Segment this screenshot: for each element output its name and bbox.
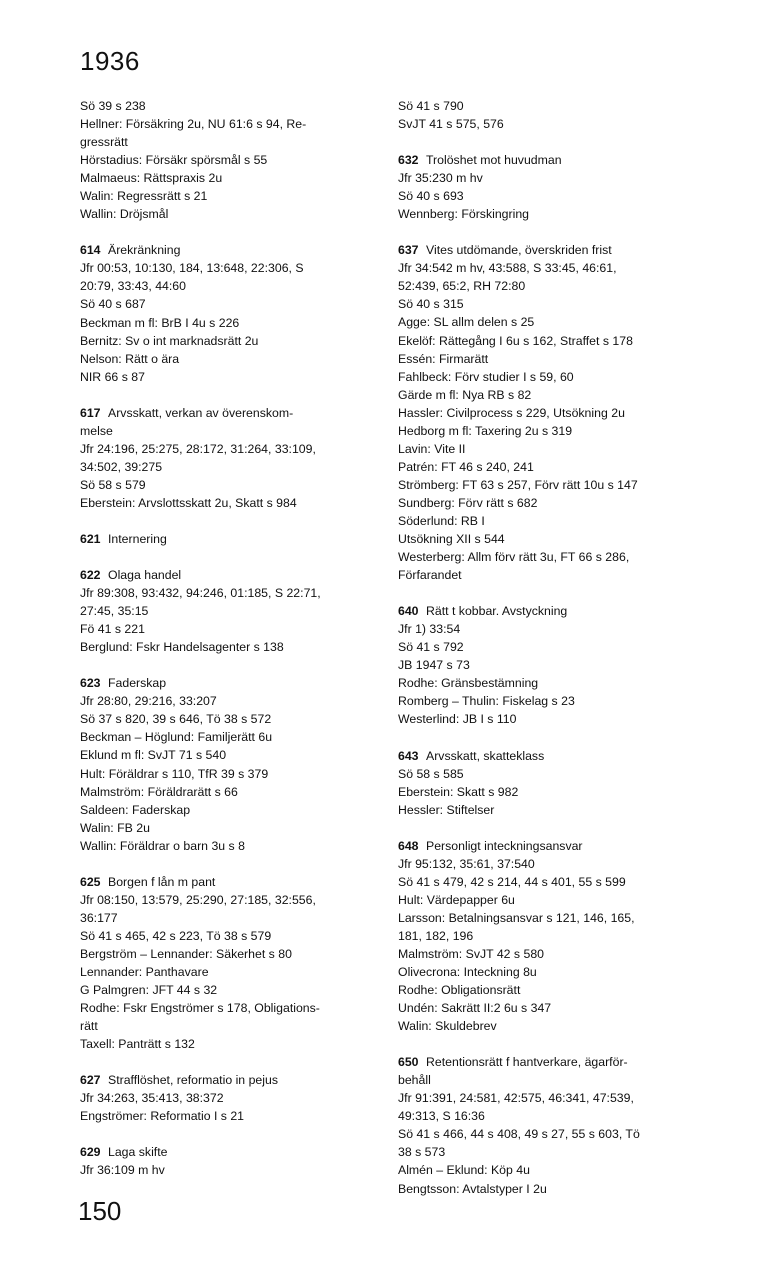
reference-line: Wallin: Dröjsmål xyxy=(80,207,169,222)
reference-line: Berglund: Fskr Handelsagenter s 138 xyxy=(80,640,284,655)
reference-line: 38 s 573 xyxy=(398,1145,446,1160)
entry-heading xyxy=(80,1071,370,1089)
reference-line: Bengtsson: Avtalstyper I 2u xyxy=(398,1181,547,1196)
entry-title: Internering xyxy=(108,531,167,546)
entry-title: Rätt t kobbar. Avstyckning xyxy=(426,604,568,619)
reference-line: 52:439, 65:2, RH 72:80 xyxy=(398,279,526,294)
reference-line: Walin: FB 2u xyxy=(80,820,150,835)
page-year-heading: 1936 xyxy=(80,46,140,76)
reference-line: Taxell: Panträtt s 132 xyxy=(80,1037,195,1052)
entry-title: Trolöshet mot huvudman xyxy=(426,153,562,168)
page-number: 150 xyxy=(78,1196,122,1226)
reference-line: Nelson: Rätt o ära xyxy=(80,351,180,366)
entry-continued xyxy=(80,97,370,223)
entry-number: 617 xyxy=(80,405,101,420)
reference-line: Jfr 00:53, 10:130, 184, 13:648, 22:306, S xyxy=(80,261,304,276)
entry-number: 627 xyxy=(80,1073,101,1088)
entry-number: 637 xyxy=(398,243,419,258)
entry-number: 650 xyxy=(398,1055,419,1070)
reference-line: Rodhe: Fskr Engströmer s 178, Obligations- xyxy=(80,1001,320,1016)
reference-line: Hessler: Stiftelser xyxy=(398,802,495,817)
reference-line: Sö 41 s 466, 44 s 408, 49 s 27, 55 s 603, Tö xyxy=(398,1127,640,1142)
right-column xyxy=(398,97,698,1198)
entry-heading xyxy=(80,404,370,422)
reference-line: Jfr 95:132, 35:61, 37:540 xyxy=(398,856,535,871)
reference-line: Wennberg: Förskingring xyxy=(398,207,530,222)
entry-heading xyxy=(398,837,698,855)
reference-line: Malmaeus: Rättspraxis 2u xyxy=(80,171,223,186)
reference-line: Förfarandet xyxy=(398,568,462,583)
reference-line: Undén: Sakrätt II:2 6u s 347 xyxy=(398,1001,552,1016)
reference-line: gressrätt xyxy=(80,135,128,150)
reference-line: Sö 37 s 820, 39 s 646, Tö 38 s 572 xyxy=(80,712,272,727)
reference-line: Jfr 35:230 m hv xyxy=(398,171,483,186)
entry-650 xyxy=(398,1053,698,1197)
reference-line: Fahlbeck: Förv studier I s 59, 60 xyxy=(398,369,574,384)
reference-line: Engströmer: Reformatio I s 21 xyxy=(80,1109,245,1124)
entry-621 xyxy=(80,530,370,548)
reference-line: Eberstein: Arvslottsskatt 2u, Skatt s 984 xyxy=(80,495,297,510)
reference-line: 181, 182, 196 xyxy=(398,928,474,943)
entry-title: Retentionsrätt f hantverkare, ägarför- xyxy=(426,1055,628,1070)
entry-number: 625 xyxy=(80,874,101,889)
reference-line: 49:313, S 16:36 xyxy=(398,1109,485,1124)
entry-heading xyxy=(80,530,370,548)
entry-title: Strafflöshet, reformatio in pejus xyxy=(108,1073,278,1088)
reference-line: Ekelöf: Rättegång I 6u s 162, Straffet s 178 xyxy=(398,333,633,348)
entry-heading xyxy=(80,674,370,692)
entry-title: Arvsskatt, verkan av överenskom- xyxy=(108,405,294,420)
reference-line: SvJT 41 s 575, 576 xyxy=(398,117,504,132)
reference-line: Patrén: FT 46 s 240, 241 xyxy=(398,459,534,474)
entry-614 xyxy=(80,241,370,385)
reference-line: Jfr 36:109 m hv xyxy=(80,1163,165,1178)
reference-line: Beckman – Höglund: Familjerätt 6u xyxy=(80,730,273,745)
entry-heading xyxy=(80,566,370,584)
reference-line: Sundberg: Förv rätt s 682 xyxy=(398,495,538,510)
entry-heading xyxy=(80,873,370,891)
reference-line: Jfr 28:80, 29:216, 33:207 xyxy=(80,694,217,709)
reference-line: Utsökning XII s 544 xyxy=(398,532,505,547)
reference-line: Jfr 24:196, 25:275, 28:172, 31:264, 33:109, xyxy=(80,441,316,456)
entry-648 xyxy=(398,837,698,1036)
reference-line: Hörstadius: Försäkr spörsmål s 55 xyxy=(80,153,268,168)
entry-title: Vites utdömande, överskriden frist xyxy=(426,243,612,258)
reference-line: Bernitz: Sv o int marknadsrätt 2u xyxy=(80,333,259,348)
reference-line: rätt xyxy=(80,1019,98,1034)
reference-line: Sö 40 s 693 xyxy=(398,189,464,204)
reference-line: Malmström: Föräldrarätt s 66 xyxy=(80,784,238,799)
reference-line: Walin: Skuldebrev xyxy=(398,1019,497,1034)
reference-line: Jfr 34:263, 35:413, 38:372 xyxy=(80,1091,224,1106)
reference-line: Westerberg: Allm förv rätt 3u, FT 66 s 286, xyxy=(398,550,630,565)
entry-heading xyxy=(80,241,370,259)
reference-line: melse xyxy=(80,423,113,438)
entry-number: 640 xyxy=(398,604,419,619)
reference-line: Sö 41 s 479, 42 s 214, 44 s 401, 55 s 599 xyxy=(398,874,626,889)
reference-line: Sö 58 s 585 xyxy=(398,766,464,781)
reference-line: Essén: Firmarätt xyxy=(398,351,489,366)
entry-heading xyxy=(398,241,698,259)
reference-line: Gärde m fl: Nya RB s 82 xyxy=(398,387,532,402)
entry-622 xyxy=(80,566,370,656)
entry-title: Laga skifte xyxy=(108,1145,168,1160)
reference-line: Malmström: SvJT 42 s 580 xyxy=(398,946,545,961)
reference-line: Sö 39 s 238 xyxy=(80,99,146,113)
entry-637 xyxy=(398,241,698,584)
reference-line: 34:502, 39:275 xyxy=(80,459,163,474)
reference-line: Jfr 34:542 m hv, 43:588, S 33:45, 46:61, xyxy=(398,261,617,276)
entry-643 xyxy=(398,747,698,819)
entry-640 xyxy=(398,602,698,728)
reference-line: Larsson: Betalningsansvar s 121, 146, 165, xyxy=(398,910,635,925)
reference-line: Hult: Värdepapper 6u xyxy=(398,892,515,907)
entry-heading xyxy=(398,151,698,169)
reference-line: Almén – Eklund: Köp 4u xyxy=(398,1163,530,1178)
entry-heading xyxy=(398,747,698,765)
reference-line: Fö 41 s 221 xyxy=(80,622,145,637)
entry-629 xyxy=(80,1143,370,1179)
reference-line: Rodhe: Obligationsrätt xyxy=(398,983,521,998)
entry-625 xyxy=(80,873,370,1053)
entry-number: 643 xyxy=(398,748,419,763)
reference-line: Saldeen: Faderskap xyxy=(80,802,191,817)
reference-line: Eklund m fl: SvJT 71 s 540 xyxy=(80,748,227,763)
reference-line: Hult: Föräldrar s 110, TfR 39 s 379 xyxy=(80,766,269,781)
entry-continued xyxy=(398,97,698,133)
reference-line: Jfr 91:391, 24:581, 42:575, 46:341, 47:539, xyxy=(398,1091,634,1106)
entry-623 xyxy=(80,674,370,854)
reference-line: Olivecrona: Inteckning 8u xyxy=(398,965,537,980)
entry-number: 629 xyxy=(80,1145,101,1160)
entry-heading xyxy=(398,602,698,620)
entry-number: 632 xyxy=(398,153,419,168)
reference-line: Hellner: Försäkring 2u, NU 61:6 s 94, Re- xyxy=(80,117,307,132)
reference-line: G Palmgren: JFT 44 s 32 xyxy=(80,983,218,998)
reference-line: Hedborg m fl: Taxering 2u s 319 xyxy=(398,423,573,438)
reference-line: Sö 40 s 687 xyxy=(80,297,146,312)
reference-line: 20:79, 33:43, 44:60 xyxy=(80,279,186,294)
entry-title: Personligt inteckningsansvar xyxy=(426,838,583,853)
reference-line: Rodhe: Gränsbestämning xyxy=(398,676,539,691)
reference-line: Strömberg: FT 63 s 257, Förv rätt 10u s 147 xyxy=(398,477,638,492)
left-column xyxy=(80,97,370,1179)
reference-line: Sö 41 s 465, 42 s 223, Tö 38 s 579 xyxy=(80,928,272,943)
reference-line: 27:45, 35:15 xyxy=(80,604,149,619)
entry-number: 648 xyxy=(398,838,419,853)
entry-number: 623 xyxy=(80,676,101,691)
reference-line: Romberg – Thulin: Fiskelag s 23 xyxy=(398,694,575,709)
entry-title: Borgen f lån m pant xyxy=(108,874,216,889)
entry-title: Faderskap xyxy=(108,676,167,691)
reference-line: Lennander: Panthavare xyxy=(80,964,209,979)
entry-title: Arvsskatt, skatteklass xyxy=(426,748,545,763)
reference-line: Sö 58 s 579 xyxy=(80,477,146,492)
reference-line: Sö 41 s 790 xyxy=(398,99,464,113)
entry-632 xyxy=(398,151,698,223)
reference-line: Westerlind: JB I s 110 xyxy=(398,712,517,727)
entry-number: 621 xyxy=(80,531,101,546)
reference-line: Söderlund: RB I xyxy=(398,513,485,528)
reference-line: Jfr 89:308, 93:432, 94:246, 01:185, S 22:71, xyxy=(80,586,321,601)
entry-heading xyxy=(80,1143,370,1161)
entry-title: Olaga handel xyxy=(108,568,182,583)
reference-line: JB 1947 s 73 xyxy=(398,658,470,673)
reference-line: behåll xyxy=(398,1073,431,1088)
reference-line: 36:177 xyxy=(80,910,118,925)
reference-line: Jfr 1) 33:54 xyxy=(398,622,461,637)
entry-number: 622 xyxy=(80,568,101,583)
reference-line: Agge: SL allm delen s 25 xyxy=(398,315,535,330)
reference-line: Hassler: Civilprocess s 229, Utsökning 2u xyxy=(398,405,625,420)
reference-line: NIR 66 s 87 xyxy=(80,369,145,384)
reference-line: Wallin: Föräldrar o barn 3u s 8 xyxy=(80,838,245,853)
entry-number: 614 xyxy=(80,243,101,258)
entry-627 xyxy=(80,1071,370,1125)
entry-617 xyxy=(80,404,370,512)
reference-line: Walin: Regressrätt s 21 xyxy=(80,189,208,204)
entry-heading xyxy=(398,1053,698,1071)
reference-line: Lavin: Vite II xyxy=(398,441,466,456)
reference-line: Sö 41 s 792 xyxy=(398,640,464,655)
entry-title: Ärekränkning xyxy=(108,243,181,258)
reference-line: Jfr 08:150, 13:579, 25:290, 27:185, 32:556, xyxy=(80,892,316,907)
reference-line: Bergström – Lennander: Säkerhet s 80 xyxy=(80,946,292,961)
reference-line: Sö 40 s 315 xyxy=(398,297,464,312)
reference-line: Beckman m fl: BrB I 4u s 226 xyxy=(80,315,240,330)
reference-line: Eberstein: Skatt s 982 xyxy=(398,784,519,799)
